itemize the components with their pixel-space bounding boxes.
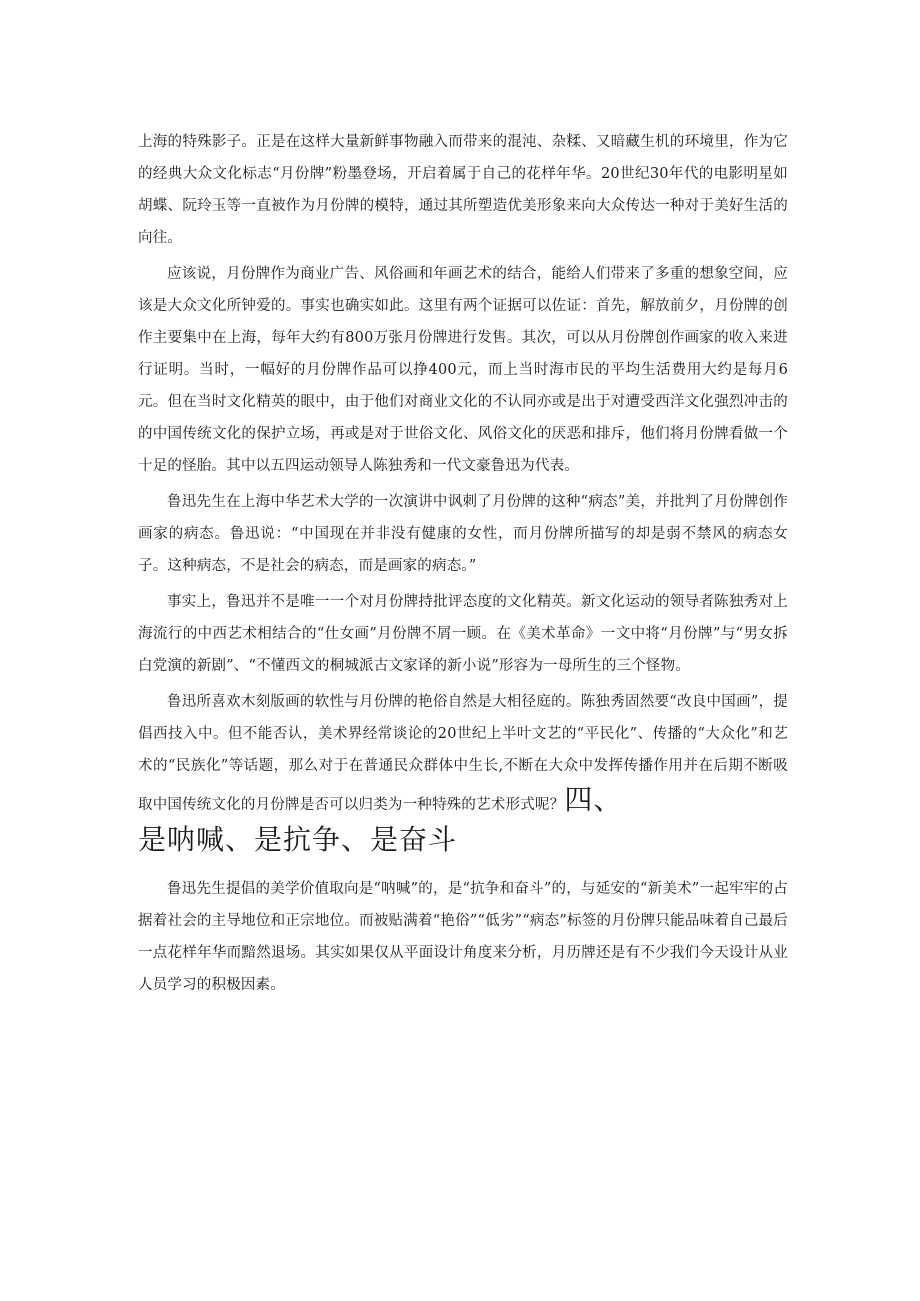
paragraph-5 <box>138 686 788 821</box>
section-heading-title: 是呐喊、是抗争、是奋斗 <box>138 823 458 856</box>
paragraph-5-text: 鲁迅所喜欢木刻版画的软性与月份牌的艳俗自然是大相径庭的。陈独秀固然要“改良中国画”，提倡西技入中。但不能否认，美术界经常谈论的20世纪上半叶文艺的“平民化”、传播的“大众化”和艺术的“民族化”等话题，那么对于在普通民众群体中生长,不断在大众中发挥传播作用并在后期不断吸取中国传统文化的月份牌是否可以归类为一种特殊的艺术形式呢？ <box>138 694 788 813</box>
paragraph-3: 鲁迅先生在上海中华艺术大学的一次演讲中讽刺了月份牌的这种“病态”美，并批判了月份牌创作画家的病态。鲁迅说：“中国现在并非没有健康的女性，而月份牌所描写的却是弱不禁风的病态女子。这种病态，不是社会的病态，而是画家的病态。” <box>138 494 788 574</box>
paragraph-6: 鲁迅先生提倡的美学价值取向是“呐喊”的，是“抗争和奋斗”的，与延安的“新美术”一起牢牢的占据着社会的主导地位和正宗地位。而被贴满着“艳俗”“低劣”“病态”标签的月份牌只能品味着自己最后一点花样年华而黯然退场。其实如果仅从平面设计角度来分析，月历牌还是有不少我们今天设计从业人员学习的积极因素。 <box>138 881 788 993</box>
document-body <box>138 126 788 1005</box>
paragraph-2: 应该说，月份牌作为商业广告、风俗画和年画艺术的结合，能给人们带来了多重的想象空间，应该是大众文化所钟爱的。事实也确实如此。这里有两个证据可以佐证：首先，解放前夕，月份牌的创作主要集中在上海，每年大约有800万张月份牌进行发售。其次，可以从月份牌创作画家的收入来进行证明。当时，一幅好的月份牌作品可以挣400元，而上当时海市民的平均生活费用大约是每月6元。但在当时文化精英的眼中，由于他们对商业文化的不认同亦或是出于对遭受西洋文化强烈冲击的的中国传统文化的保护立场，再或是对于世俗文化、风俗文化的厌恶和排斥，他们将月份牌看做一个十足的怪胎。其中以五四运动领导人陈独秀和一代文豪鲁迅为代表。 <box>138 266 788 474</box>
paragraph-4: 事实上，鲁迅并不是唯一一个对月份牌持批评态度的文化精英。新文化运动的领导者陈独秀对上海流行的中西艺术相结合的“仕女画”月份牌不屑一顾。在《美术革命》一文中将“月份牌”与“男女拆白党演的新剧”、“不懂西文的桐城派古文家译的新小说”形容为一母所生的三个怪物。 <box>138 594 788 674</box>
section-heading-number: 四、 <box>564 783 623 816</box>
paragraph-1: 上海的特殊影子。正是在这样大量新鲜事物融入而带来的混沌、杂糅、又暗藏生机的环境里，作为它的经典大众文化标志“月份牌”粉墨登场，开启着属于自己的花样年华。20世纪30年代的电影明星如胡蝶、阮玲玉等一直被作为月份牌的模特，通过其所塑造优美形象来向大众传达一种对于美好生活的向往。 <box>138 134 788 246</box>
